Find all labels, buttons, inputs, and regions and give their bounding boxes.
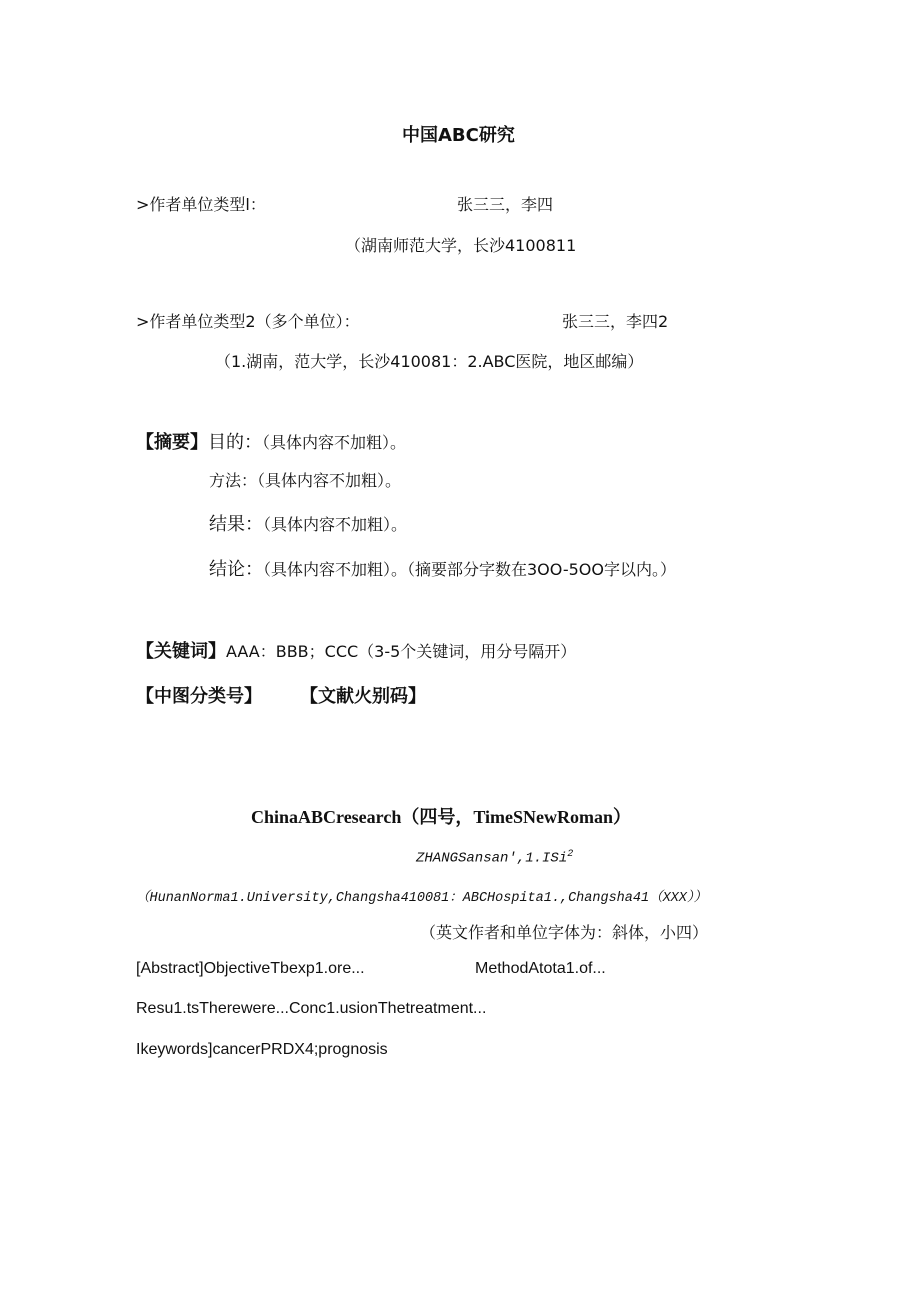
author-type1-names: 张三三，李四: [457, 195, 554, 214]
english-authors-superscript: 2: [567, 849, 574, 860]
conclusion-label: 结论：: [209, 559, 263, 580]
author-type2-names: 张三三，李四2: [562, 312, 669, 331]
english-abstract-results: Resu1.tsTherewere...Conc1.usionThetreatment...: [136, 1000, 487, 1017]
keywords-row: [136, 637, 576, 663]
abstract-objective-row: [136, 428, 406, 454]
page-title: 中国ABC研究: [402, 125, 515, 146]
keywords-text: AAA：BBB；CCC（3-5个关键词，用分号隔开）: [226, 642, 577, 661]
objective-text: （具体内容不加粗）。: [262, 433, 407, 452]
result-label: 结果：: [209, 514, 263, 535]
english-abstract-method: MethodAtota1.of...: [475, 960, 606, 977]
result-text: （具体内容不加粗）。: [263, 515, 408, 534]
conclusion-text: （具体内容不加粗）。（摘要部分字数在3OO-5OO字以内。）: [263, 560, 676, 579]
abstract-method-row: [209, 468, 401, 491]
english-affiliation: （HunanNorma1.University,Changsha410081：ABCHospita1.,Changsha41（XXX））: [136, 891, 708, 906]
author-type2-affiliation: （1.湖南，范大学，长沙410081：2.ABC医院，地区邮编）: [215, 352, 644, 371]
abstract-conclusion-row: [209, 555, 676, 581]
english-title: ChinaABCresearch（四号，TimeSNewRoman）: [251, 807, 632, 827]
method-label: 方法：: [209, 471, 258, 490]
abstract-result-row: [209, 510, 407, 536]
document-code-label: 【文献火别码】: [300, 686, 426, 707]
author-type2-label: >作者单位类型2（多个单位）：: [136, 312, 360, 331]
english-authors: [416, 849, 573, 867]
english-keywords: Ikeywords]cancerPRDX4;prognosis: [136, 1041, 388, 1058]
keywords-tag: 【关键词】: [136, 641, 226, 662]
author-type1-label: >作者单位类型l：: [136, 195, 266, 214]
english-abstract-objective: [Abstract]ObjectiveTbexp1.ore...: [136, 960, 365, 977]
english-font-note: （英文作者和单位字体为：斜体，小四）: [420, 923, 709, 942]
method-text: （具体内容不加粗）。: [257, 471, 402, 490]
objective-label: 目的：: [208, 432, 262, 453]
clc-code-label: 【中图分类号】: [136, 686, 262, 707]
abstract-tag: 【摘要】: [136, 432, 208, 453]
english-authors-text: ZHANGSansan',1.ISi: [416, 850, 568, 867]
author-type1-affiliation: （湖南师范大学，长沙4100811: [345, 236, 577, 255]
